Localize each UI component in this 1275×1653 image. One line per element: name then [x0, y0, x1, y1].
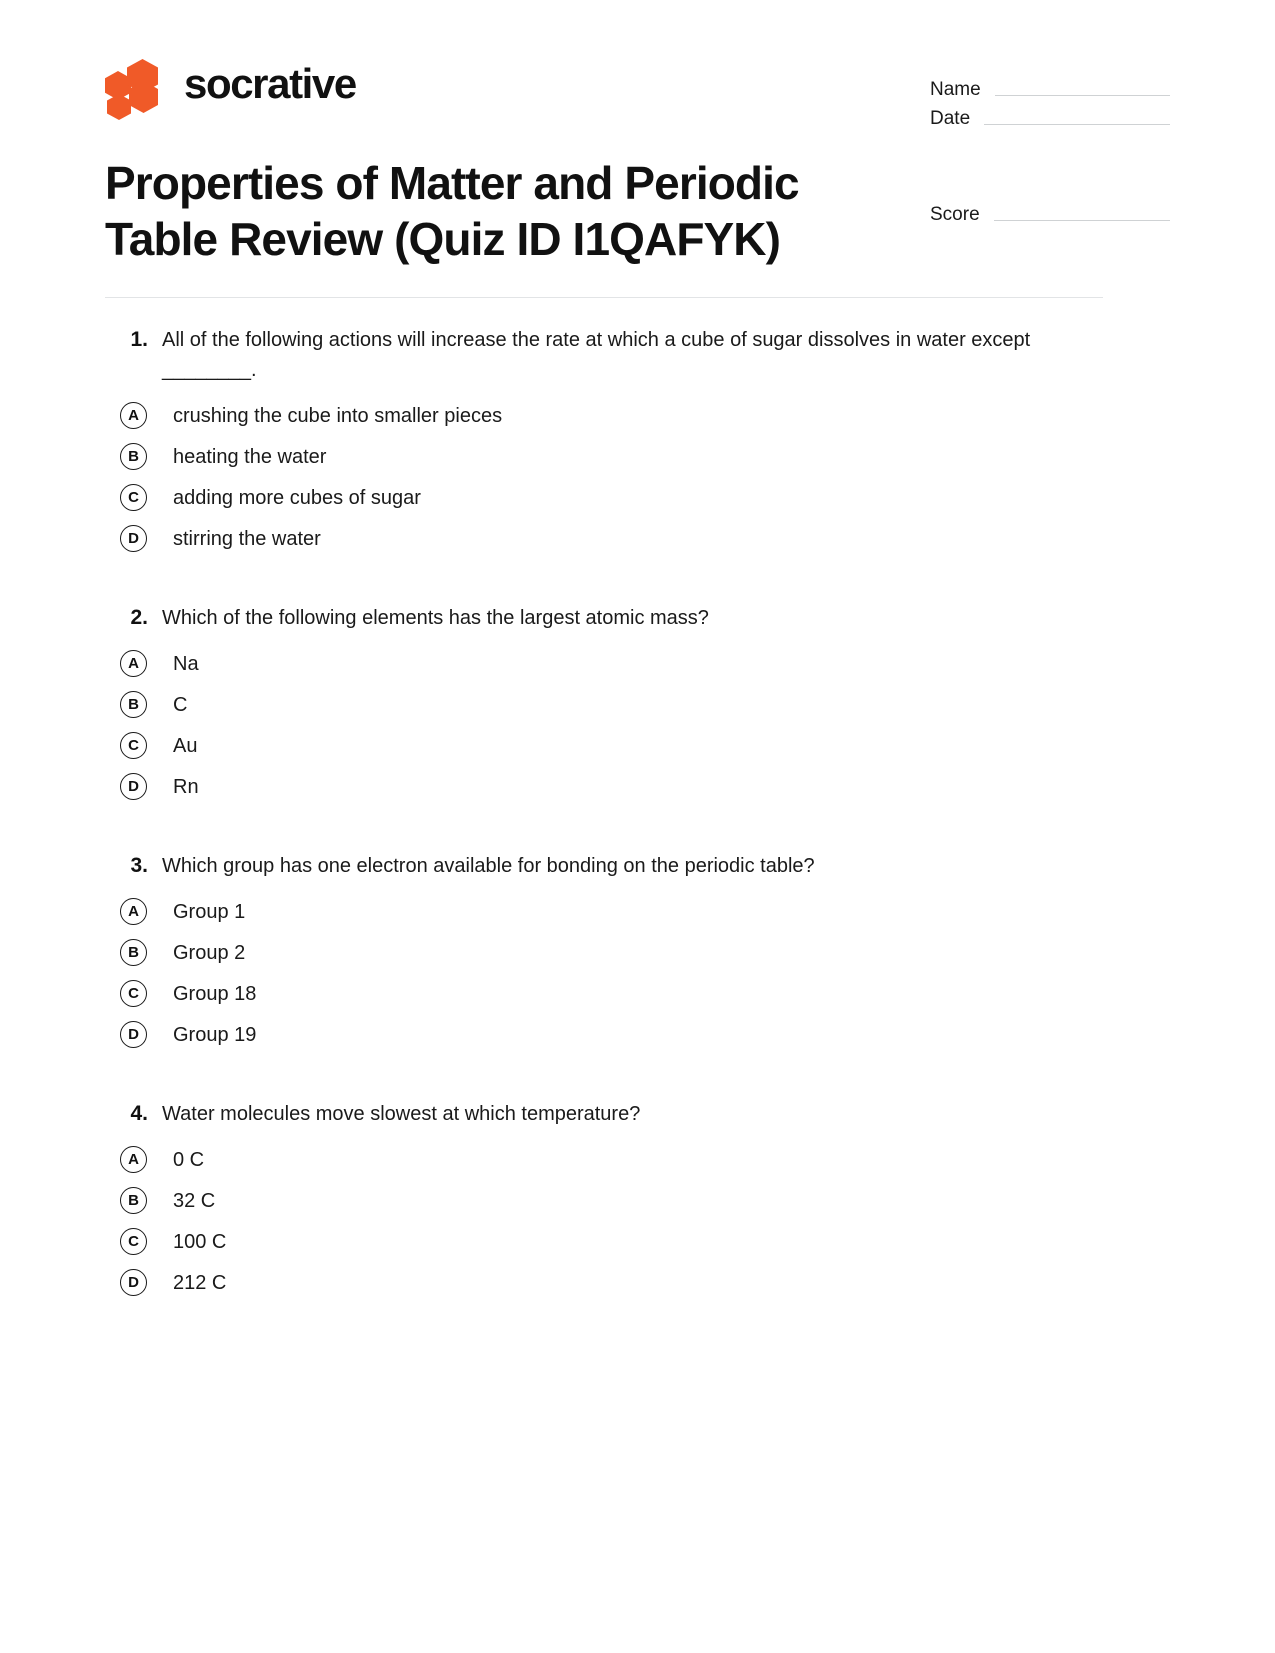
socrative-hexagons-logo-icon [105, 59, 167, 113]
choice-text: 32 C [173, 1189, 216, 1212]
name-input-rule[interactable] [995, 95, 1170, 96]
student-meta-fields [930, 72, 1170, 130]
choice-letter: D [120, 1021, 147, 1048]
choice-text: Group 18 [173, 982, 257, 1005]
choice-bubble[interactable] [105, 525, 162, 552]
choice-bubble[interactable] [105, 443, 162, 470]
choice-text: Group 19 [173, 1023, 257, 1046]
choice-text: Rn [173, 775, 199, 798]
choice-text: Na [173, 652, 199, 675]
score-field-row [930, 197, 1170, 226]
choice-option[interactable] [105, 518, 1103, 559]
choice-text: Au [173, 734, 198, 757]
questions-list [105, 325, 1103, 1347]
choice-bubble[interactable] [105, 402, 162, 429]
score-label: Score [930, 204, 980, 225]
choice-letter: B [120, 691, 147, 718]
choice-text: heating the water [173, 445, 327, 468]
choice-text: stirring the water [173, 527, 321, 550]
choice-bubble[interactable] [105, 1021, 162, 1048]
choice-option[interactable] [105, 1262, 1103, 1303]
question-number: 3. [130, 854, 148, 877]
date-input-rule[interactable] [984, 124, 1170, 125]
question-number: 4. [130, 1102, 148, 1125]
choice-bubble[interactable] [105, 650, 162, 677]
choice-letter: D [120, 1269, 147, 1296]
choice-bubble[interactable] [105, 898, 162, 925]
choice-option[interactable] [105, 891, 1103, 932]
choice-bubble[interactable] [105, 939, 162, 966]
question-heading [105, 325, 1103, 385]
question-heading [105, 851, 1103, 881]
question-heading [105, 603, 1103, 633]
page-title: Properties of Matter and Periodic Table Review (Quiz ID I1QAFYK) [105, 157, 799, 265]
question-block [105, 851, 1103, 1055]
choice-letter: A [120, 650, 147, 677]
choice-bubble[interactable] [105, 732, 162, 759]
choice-letter: A [120, 1146, 147, 1173]
question-number: 1. [130, 328, 148, 351]
choice-text: Group 2 [173, 941, 246, 964]
choice-option[interactable] [105, 643, 1103, 684]
choice-letter: C [120, 1228, 147, 1255]
choice-letter: A [120, 898, 147, 925]
date-label: Date [930, 108, 971, 129]
choice-letter: B [120, 1187, 147, 1214]
choice-letter: D [120, 525, 147, 552]
choice-text: C [173, 693, 188, 716]
choice-option[interactable] [105, 725, 1103, 766]
question-number: 2. [130, 606, 148, 629]
hexagon-bottom-left-icon [107, 94, 131, 120]
name-label: Name [930, 79, 981, 100]
choice-option[interactable] [105, 1014, 1103, 1055]
choice-bubble[interactable] [105, 1269, 162, 1296]
choice-option[interactable] [105, 766, 1103, 807]
choice-bubble[interactable] [105, 1146, 162, 1173]
page-header [0, 0, 1275, 265]
choice-option[interactable] [105, 395, 1103, 436]
choice-text: Group 1 [173, 900, 246, 923]
name-field-row [930, 72, 1170, 101]
question-block [105, 1099, 1103, 1303]
choice-option[interactable] [105, 1139, 1103, 1180]
question-block [105, 325, 1103, 559]
choice-text: adding more cubes of sugar [173, 486, 421, 509]
choice-letter: C [120, 732, 147, 759]
choice-bubble[interactable] [105, 1228, 162, 1255]
choice-text: 212 C [173, 1271, 227, 1294]
choice-letter: B [120, 939, 147, 966]
question-text: Which of the following elements has the largest atomic mass? [162, 607, 709, 629]
question-heading [105, 1099, 1103, 1129]
choice-text: 0 C [173, 1148, 205, 1171]
question-block [105, 603, 1103, 807]
choice-option[interactable] [105, 973, 1103, 1014]
choice-bubble[interactable] [105, 980, 162, 1007]
date-field-row [930, 101, 1170, 130]
choice-option[interactable] [105, 436, 1103, 477]
question-text: Which group has one electron available for bonding on the periodic table? [162, 855, 815, 877]
choice-letter: B [120, 443, 147, 470]
choice-bubble[interactable] [105, 1187, 162, 1214]
choice-letter: C [120, 484, 147, 511]
choice-bubble[interactable] [105, 484, 162, 511]
choice-text: 100 C [173, 1230, 227, 1253]
question-text: All of the following actions will increase the rate at which a cube of sugar dissolves in water except ________. [162, 329, 1031, 381]
choice-option[interactable] [105, 477, 1103, 518]
brand-name: socrative [184, 60, 356, 107]
choice-letter: A [120, 402, 147, 429]
score-input-rule[interactable] [994, 220, 1170, 221]
header-divider [105, 297, 1103, 298]
choice-bubble[interactable] [105, 773, 162, 800]
choice-option[interactable] [105, 932, 1103, 973]
choice-text: crushing the cube into smaller pieces [173, 404, 503, 427]
choice-bubble[interactable] [105, 691, 162, 718]
choice-option[interactable] [105, 1221, 1103, 1262]
choice-letter: D [120, 773, 147, 800]
choice-option[interactable] [105, 1180, 1103, 1221]
question-text: Water molecules move slowest at which temperature? [162, 1103, 641, 1125]
choice-letter: C [120, 980, 147, 1007]
choice-option[interactable] [105, 684, 1103, 725]
